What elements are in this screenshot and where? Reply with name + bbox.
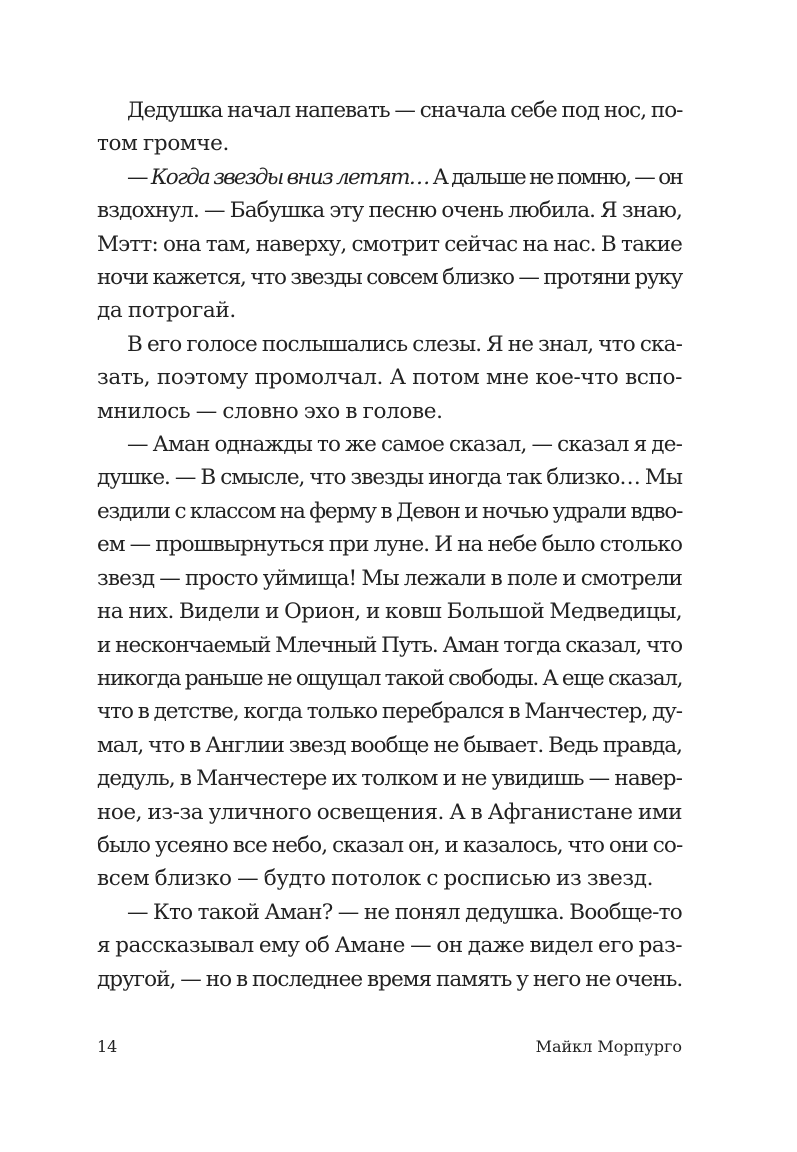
paragraph-4-line-8: никогда раньше не ощущал такой свободы. А еще сказал, [97, 665, 683, 691]
paragraph-3-line-3: мнилось — словно эхо в голове. [97, 398, 443, 424]
paragraph-4-line-5: звезд — просто уймища! Мы лежали в поле и смотрели [97, 565, 682, 591]
paragraph-3-line-2: зать, поэтому промолчал. А потом мне кое-что вспо- [97, 365, 682, 391]
paragraph-1-line-1: Дедушка начал напевать — сначала себе под нос, по- [127, 98, 683, 123]
italic-song-line: Когда звезды вниз летят… [150, 164, 429, 190]
paragraph-4-line-7: и нескончаемый Млечный Путь. Аман тогда сказал, что [97, 632, 682, 658]
page-number: 14 [97, 1037, 118, 1056]
paragraph-2-line-3: Мэтт: она там, наверху, смотрит сейчас на нас. В такие [97, 231, 682, 257]
paragraph-2-line-2: вздохнул. — Бабушка эту песню очень любила. Я знаю, [97, 198, 682, 224]
paragraph-4-line-2: душке. — В смысле, что звезды иногда так близко… Мы [97, 465, 682, 491]
paragraph-4-line-1: — Аман однажды то же самое сказал, — сказал я де- [127, 432, 682, 458]
paragraph-4-line-10: мал, что в Англии звезд вообще не бывает. Ведь правда, [97, 732, 682, 758]
paragraph-3-line-1: В его голосе послышались слезы. Я не знал, что ска- [127, 331, 682, 357]
paragraph-4-line-12: ное, из-за уличного освещения. А в Афганистане ими [97, 799, 682, 825]
paragraph-4-line-9: что в детстве, когда только перебрался в Манчестер, ду- [97, 699, 682, 725]
paragraph-4-line-3: ездили с классом на ферму в Девон и ночью удрали вдво- [97, 498, 683, 524]
paragraph-2-line-4: ночи кажется, что звезды совсем близко — протяни руку [97, 265, 682, 291]
paragraph-2-line-1-rest: А дальше не помню, — он [428, 164, 682, 190]
paragraph-4-line-14: всем близко — будто потолок с росписью из звезд. [97, 866, 654, 892]
paragraph-1-line-2: том громче. [97, 131, 230, 157]
dialogue-dash: — [127, 164, 151, 190]
paragraph-4-line-11: дедуль, в Манчестере их толком и не увидишь — навер- [97, 766, 682, 792]
paragraph-5-line-3: другой, — но в последнее время память у него не очень. [97, 966, 683, 992]
paragraph-4-line-6: на них. Видели и Орион, и ковш Большой Медведицы, [97, 599, 683, 625]
paragraph-4-line-13: было усеяно все небо, сказал он, и казалось, что они со- [97, 832, 683, 858]
paragraph-4-line-4: ем — прошвырнуться при луне. И на небе было столько [97, 532, 682, 558]
paragraph-5-line-1: — Кто такой Аман? — не понял дедушка. Вообще-то [127, 899, 682, 925]
paragraph-2-line-1 [97, 161, 682, 194]
body-text [97, 94, 682, 996]
running-head-author: Майкл Морпурго [535, 1037, 682, 1056]
paragraph-5-line-2: я рассказывал ему об Амане — он даже видел его раз- [97, 933, 682, 959]
paragraph-2-line-5: да потрогай. [97, 298, 236, 324]
